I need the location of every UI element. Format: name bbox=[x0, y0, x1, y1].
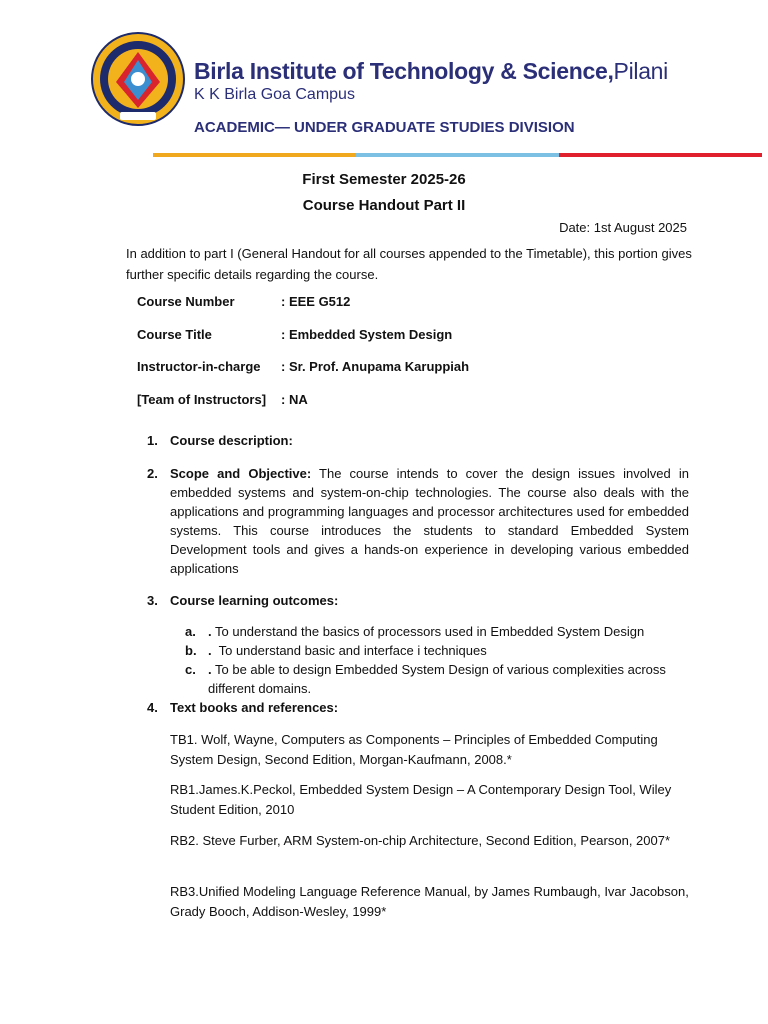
handout-title: Course Handout Part II bbox=[302, 197, 466, 214]
section-number: 1. bbox=[147, 433, 158, 448]
bits-pilani-logo-icon bbox=[90, 30, 186, 128]
institute-location: Pilani bbox=[613, 58, 668, 84]
field-team bbox=[137, 392, 308, 407]
field-value: : EEE G512 bbox=[281, 294, 351, 309]
reference-item: RB1.James.K.Peckol, Embedded System Design – A Contemporary Design Tool, Wiley Student Edition, 2010 bbox=[170, 782, 672, 817]
section-title: Scope and Objective: bbox=[170, 466, 312, 481]
stripe-red bbox=[559, 153, 762, 157]
scope-text: The course intends to cover the design issues involved in embedded systems and system-on-chip technologies. The course also deals with the applications and programming languages and processor architectures used for embedded systems. This course introduces the students to standard Embedded System Development tools and gives a hands-on experience in developing various embedded applications bbox=[170, 466, 689, 576]
reference-item: TB1. Wolf, Wayne, Computers as Components – Principles of Embedded Computing System Design, Second Edition, Morgan-Kaufmann, 2008.* bbox=[170, 732, 658, 767]
outcome-text: To be able to design Embedded System Design of various complexities across different domains. bbox=[208, 662, 666, 696]
division-name: ACADEMIC— UNDER GRADUATE STUDIES DIVISION bbox=[194, 119, 575, 136]
institute-name bbox=[194, 58, 668, 85]
section-course-description bbox=[147, 433, 293, 448]
reference-item: RB3.Unified Modeling Language Reference Manual, by James Rumbaugh, Ivar Jacobson, Grady Booch, Addison-Wesley, 1999* bbox=[170, 884, 689, 919]
section-title: Course learning outcomes: bbox=[170, 593, 339, 608]
campus-name: K K Birla Goa Campus bbox=[194, 86, 355, 103]
outcome-item: b. . To understand basic and interface i techniques bbox=[185, 643, 487, 658]
field-value: : NA bbox=[281, 392, 308, 407]
section-learning-outcomes bbox=[147, 593, 338, 608]
section-title: Course description: bbox=[170, 433, 293, 448]
intro-paragraph: In addition to part I (General Handout for all courses appended to the Timetable), this portion gives further specific details regarding the course. bbox=[126, 246, 692, 282]
section-number: 4. bbox=[147, 700, 158, 715]
outcome-letter: a. bbox=[185, 624, 196, 639]
institute-name-main: Birla Institute of Technology & Science, bbox=[194, 58, 614, 84]
field-label: [Team of Instructors] bbox=[137, 392, 267, 407]
section-number: 3. bbox=[147, 593, 158, 608]
field-label: Course Number bbox=[137, 294, 235, 309]
outcome-text: To understand the basics of processors used in Embedded System Design bbox=[211, 624, 645, 639]
field-course-title bbox=[137, 327, 452, 342]
field-value: : Embedded System Design bbox=[281, 327, 453, 342]
header-stripe bbox=[153, 153, 762, 157]
field-course-number bbox=[137, 294, 350, 309]
section-title: Text books and references: bbox=[170, 700, 339, 715]
section-text-books bbox=[147, 700, 338, 715]
stripe-blue bbox=[356, 153, 559, 157]
reference-item: RB2. Steve Furber, ARM System-on-chip Architecture, Second Edition, Pearson, 2007* bbox=[170, 833, 671, 848]
handout-date: Date: 1st August 2025 bbox=[559, 220, 687, 235]
semester-title: First Semester 2025-26 bbox=[302, 171, 466, 188]
stripe-orange bbox=[153, 153, 356, 157]
outcome-text: To understand basic and interface i techniques bbox=[211, 643, 487, 658]
outcome-item: a. . To understand the basics of processors used in Embedded System Design bbox=[185, 624, 645, 639]
field-instructor bbox=[137, 359, 469, 374]
outcome-item: c. . To be able to design Embedded System Design of various complexities across different domains. bbox=[185, 662, 666, 696]
field-value: : Sr. Prof. Anupama Karuppiah bbox=[281, 359, 470, 374]
outcome-letter: c. bbox=[185, 662, 196, 677]
outcome-letter: b. bbox=[185, 643, 197, 658]
field-label: Instructor-in-charge bbox=[137, 359, 261, 374]
section-scope-objective bbox=[147, 464, 689, 578]
field-label: Course Title bbox=[137, 327, 212, 342]
section-number: 2. bbox=[147, 466, 158, 481]
